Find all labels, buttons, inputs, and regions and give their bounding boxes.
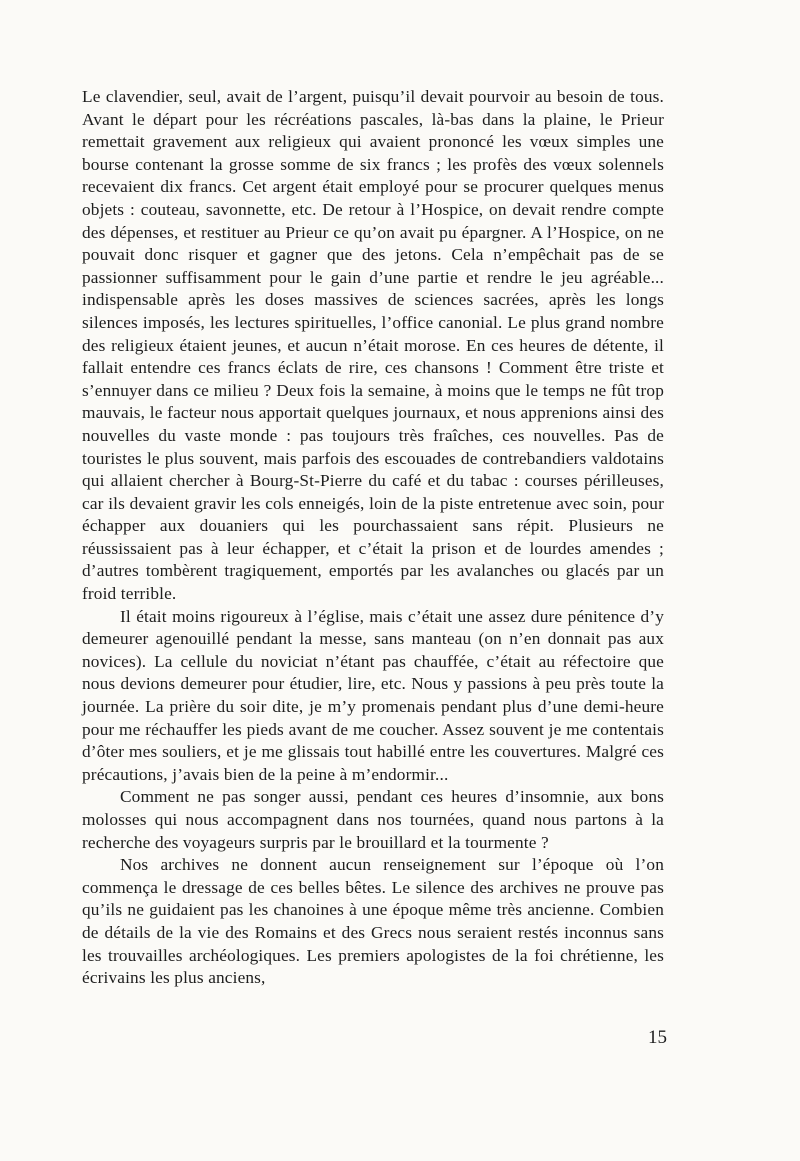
paragraph-eglise: Il était moins rigoureux à l’église, mais c’était une assez dure pénitence d’y demeurer agenouillé pendant la messe, sans manteau (on n’en donnait pas aux novices). La cellule du noviciat n’étant pas chauffée, c’était au réfectoire que nous devions demeurer pour étudier, lire, etc. Nous y passions à peu près toute la journée. La prière du soir dite, je m’y promenais pendant plus d’une demi-heure pour me réchauffer les pieds avant de me coucher. Assez souvent je me contentais d’ôter mes souliers, et je me glissais tout habillé entre les couvertures. Malgré ces précautions, j’avais bien de la peine à m’endormir... xyxy=(82,606,664,784)
paragraph-clavendier: Le clavendier, seul, avait de l’argent, puisqu’il devait pourvoir au besoin de tous. Avant le départ pour les récréations pascales, là-bas dans la plaine, le Prieur remettait gravement aux religieux qui avaient prononcé les vœux simples une bourse contenant la grosse somme de six francs ; les profès des vœux solennels recevaient dix francs. Cet argent était employé pour se procurer quelques menus objets : couteau, savonnette, etc. De retour à l’Hospice, on devait rendre compte des dépenses, et restituer au Prieur ce qu’on avait pu épargner. A l’Hospice, on ne pouvait donc risquer et gagner que des jetons. Cela n’empêchait pas de se passionner suffisamment pour le gain d’une partie et rendre le jeu agréable... indispensable après les doses massives de sciences sacrées, après les longs silences imposés, les lectures spirituelles, l’office canonial. Le plus grand nombre des religieux étaient jeunes, et aucun n’était morose. En ces heures de détente, il fallait entendre ces francs éclats de rire, ces chansons ! Comment être triste et s’ennuyer dans ce milieu ? Deux fois la semaine, à moins que le temps ne fût trop mauvais, le facteur nous apportait quelques journaux, et nous apprenions ainsi des nouvelles du vaste monde : pas toujours très fraîches, ces nouvelles. Pas de touristes le plus souvent, mais parfois des escouades de contrebandiers valdotains qui allaient chercher à Bourg-St-Pierre du café et du tabac : courses périlleuses, car ils devaient gravir les cols enneigés, loin de la piste entretenue avec soin, pour échapper aux douaniers qui les pourchassaient sans répit. Plusieurs ne réussissaient pas à leur échapper, et c’était la prison et de lourdes amendes ; d’autres tombèrent tragiquement, emportés par les avalanches ou glacés par un froid terrible. xyxy=(82,87,664,604)
page-number: 15 xyxy=(648,1027,667,1048)
paragraph-archives: Nos archives ne donnent aucun renseignement sur l’époque où l’on commença le dressage de ces belles bêtes. Le silence des archives ne prouve pas qu’ils ne guidaient pas les chanoines à une époque même très ancienne. Combien de détails de la vie des Romains et des Grecs nous seraient restés inconnus sans les trouvailles archéologiques. Les premiers apologistes de la foi chrétienne, les écrivains les plus anciens, xyxy=(82,855,664,988)
body-text xyxy=(82,86,664,990)
paragraph-molosses: Comment ne pas songer aussi, pendant ces heures d’insomnie, aux bons molosses qui nous accompagnent dans nos tournées, quand nous partons à la recherche des voyageurs surpris par le brouillard et la tourmente ? xyxy=(82,787,664,852)
